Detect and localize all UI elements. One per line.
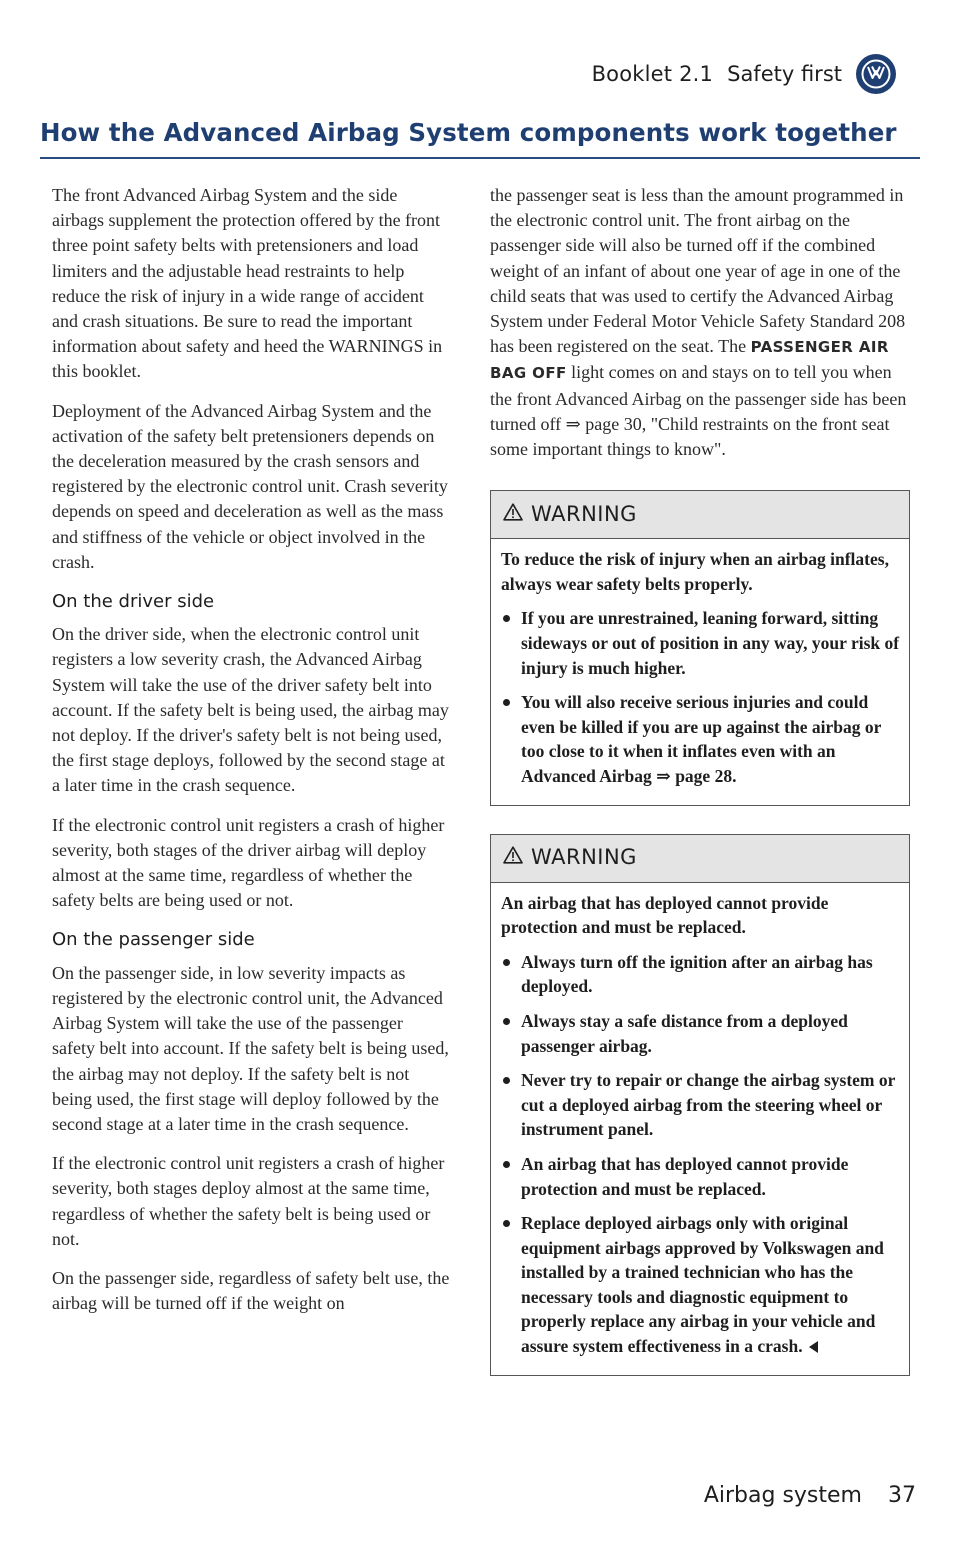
right-column xyxy=(490,183,910,1376)
page-title: How the Advanced Airbag System components work together xyxy=(40,118,897,147)
warning-list xyxy=(501,606,901,788)
driver-side-heading: On the driver side xyxy=(52,591,215,613)
deployment-paragraph: Deployment of the Advanced Airbag System and the activation of the safety belt pretensioners depends on the deceleration measured by the crash sensors and registered by the electronic control unit. Crash severity depends on speed and deceleration as well as the mass and stiffness of the vehicle or object involved in the crash. xyxy=(52,400,448,572)
warning-item: Always turn off the ignition after an airbag has deployed. xyxy=(501,950,901,999)
booklet-label: Booklet 2.1 xyxy=(591,62,714,86)
passenger-high-severity-paragraph: If the electronic control unit registers a crash of higher severity, both stages deploy almost at the same time, regardless of whether the safety belt is being used or not. xyxy=(52,1153,445,1249)
warning-body xyxy=(491,539,909,804)
warning-item: If you are unrestrained, leaning forward, sitting sideways or out of position in any way, your risk of injury is much higher. xyxy=(501,606,901,680)
left-column xyxy=(52,183,450,1330)
warning-lead: To reduce the risk of injury when an airbag inflates, always wear safety belts properly. xyxy=(501,549,889,594)
warning-item xyxy=(501,1211,901,1359)
warning-item: Always stay a safe distance from a deployed passenger airbag. xyxy=(501,1009,901,1058)
warning-item: You will also receive serious injuries and could even be killed if you are up against the airbag or too close to it when it inflates even with an Advanced Airbag ⇒ page 28. xyxy=(501,690,901,788)
warning-triangle-icon xyxy=(503,502,523,527)
page-number: 37 xyxy=(888,1483,916,1508)
warning-lead: An airbag that has deployed cannot provide protection and must be replaced. xyxy=(501,892,829,938)
warning-item: An airbag that has deployed cannot provide protection and must be replaced. xyxy=(501,1152,901,1201)
title-divider xyxy=(40,157,920,159)
warning-label: WARNING xyxy=(531,502,637,527)
chapter-title: Airbag system xyxy=(703,1483,862,1508)
warning-header xyxy=(491,491,909,539)
page-header xyxy=(592,52,896,96)
warning-label: WARNING xyxy=(531,845,637,870)
warning-header xyxy=(491,835,909,883)
warning-item: Never try to repair or change the airbag system or cut a deployed airbag from the steering wheel or instrument panel. xyxy=(501,1068,901,1142)
driver-low-severity-paragraph: On the driver side, when the electronic control unit registers a low severity crash, the Advanced Airbag System will take the use of the driver safety belt into account. If the safety belt is being used, the airbag may not deploy. If the driver's safety belt is not being used, the first stage deploys, followed by the second stage at a later time in the crash sequence. xyxy=(52,624,449,796)
section-end-marker-icon xyxy=(809,1341,818,1353)
vw-logo-icon xyxy=(856,54,896,94)
page-footer xyxy=(704,1483,916,1523)
warning-list xyxy=(501,950,901,1359)
passenger-side-heading: On the passenger side xyxy=(52,929,255,951)
warning-body xyxy=(491,883,909,1375)
warning-item-text: Replace deployed airbags only with original equipment airbags approved by Volkswagen and installed by a trained technician who has the necessary tools and diagnostic equipment to properly replace any airbag in your vehicle and assure system effectiveness in a crash. xyxy=(521,1213,884,1357)
passenger-weight-paragraph: On the passenger side, regardless of safety belt use, the airbag will be turned off if the weight on xyxy=(52,1267,450,1314)
intro-paragraph: The front Advanced Airbag System and the side airbags supplement the protection offered by the front three point safety belts with pretensioners and load limiters and the adjustable head restraints to help reduce the risk of injury in a wide range of accident and crash situations. Be sure to read the important information about safety and heed the WARNINGS in this booklet. xyxy=(52,185,443,382)
warning-box-deployed-airbag xyxy=(490,834,910,1376)
passenger-airbag-off-indicator-label: PASSENGER AIR BAG OFF xyxy=(490,338,889,383)
warning-box-belts xyxy=(490,490,910,805)
passenger-low-severity-paragraph: On the passenger side, in low severity impacts as registered by the electronic control unit, the Advanced Airbag System will take the use of the passenger safety belt into account. If the safety belt is being used, the airbag may not deploy. If the safety belt is not being used, the first stage will deploy followed by the second stage at a later time in the crash sequence. xyxy=(52,962,449,1134)
passenger-airbag-off-paragraph xyxy=(490,183,910,462)
section-label: Safety first xyxy=(727,62,842,86)
driver-high-severity-paragraph: If the electronic control unit registers a crash of higher severity, both stages of the driver airbag will deploy almost at the same time, regardless of whether the safety belts are being used or not. xyxy=(52,814,445,911)
warning-triangle-icon xyxy=(503,845,523,870)
paragraph-text-a: the passenger seat is less than the amount programmed in the electronic control unit. The front airbag on the passenger side will also be turned off if the combined weight of an infant of about one year of age in one of the child seats that was used to certify the Advanced Airbag System under Federal Motor Vehicle Safety Standard 208 has been registered on the seat. The xyxy=(490,185,906,357)
paragraph-text-b: light comes on and stays on to tell you when the front Advanced Airbag on the passenger side has been turned off ⇒ page 30, "Child restraints on the front seat some important things to know". xyxy=(490,362,907,460)
